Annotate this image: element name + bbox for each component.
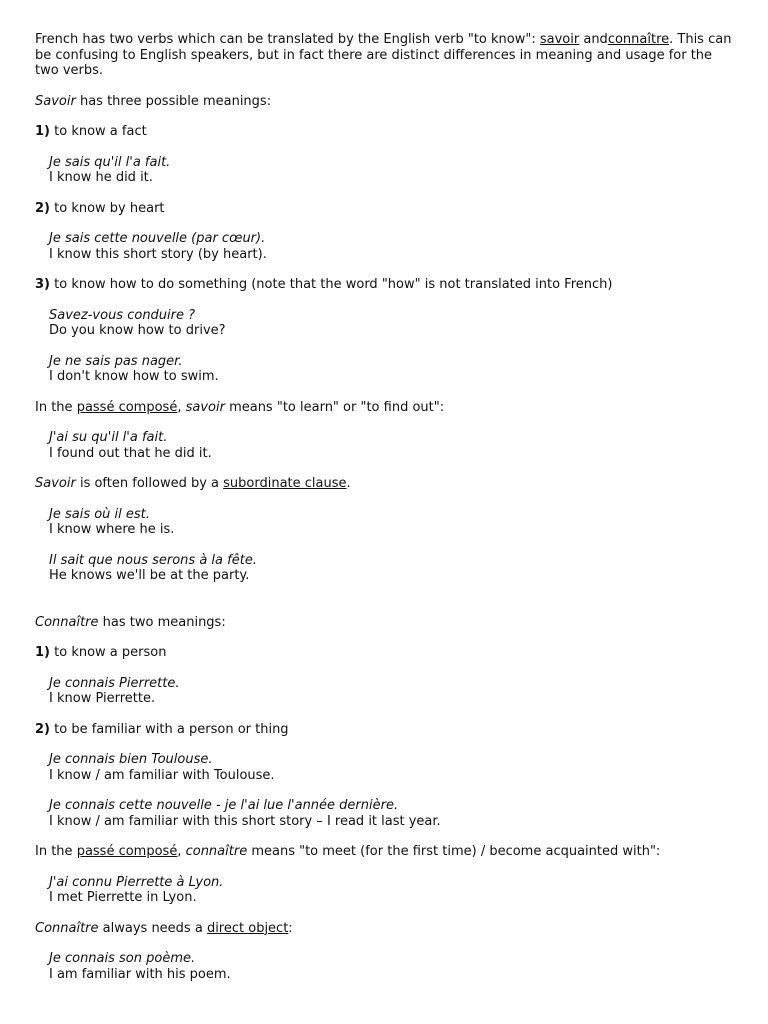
meaning-text: to know a fact: [50, 124, 147, 139]
example-english: I don't know how to swim.: [49, 369, 219, 384]
do-text-b: :: [288, 920, 293, 936]
savoir-heading-verb: Savoir: [35, 93, 76, 109]
example-french-text: Je sais qu'il l'a fait.: [49, 154, 171, 170]
connaitre-passe-compose: [35, 844, 735, 860]
do-text-a: always needs a: [98, 920, 207, 936]
intro-text-and: and: [579, 32, 608, 47]
sub-text-b: .: [346, 476, 351, 491]
connaitre-heading-rest: has two meanings:: [98, 614, 226, 630]
example-french-text: Je sais cette nouvelle (par cœur).: [49, 231, 266, 246]
intro-paragraph: [35, 32, 735, 79]
do-verb: Connaître: [35, 920, 99, 936]
savoir-meaning-1: [35, 124, 735, 140]
example-english: I found out that he did it.: [49, 445, 212, 461]
intro-text-b: . This can be confusing to English speakers, but in fact there are distinct differences in meaning and usage for the two verbs.: [35, 32, 732, 78]
example-english: Do you know how to drive?: [49, 323, 226, 338]
example-french: [35, 507, 735, 523]
connaitre-heading: [35, 615, 735, 631]
example-french: [35, 676, 735, 692]
meaning-text: to know how to do something (note that the word "how" is not translated into French): [50, 277, 613, 292]
savoir-meaning-2: [35, 201, 735, 217]
pc-text-a: In the: [35, 844, 77, 859]
savoir-heading-rest: has three possible meanings:: [75, 93, 272, 109]
sub-verb: Savoir: [35, 476, 76, 491]
example-english: I know he did it.: [49, 170, 153, 185]
savoir-subordinate: [35, 476, 735, 492]
example-french-text: J'ai su qu'il l'a fait.: [49, 430, 168, 445]
example-french: [35, 553, 735, 569]
example-french: [35, 308, 735, 324]
example-french-text: Je sais où il est.: [49, 506, 150, 522]
example-french: [35, 875, 735, 891]
connaitre-meaning-2: [35, 722, 735, 738]
pc-text-b: ,: [177, 399, 186, 415]
example-english: He knows we'll be at the party.: [49, 568, 250, 583]
document-page: [35, 32, 735, 982]
example-french-text: Je connais cette nouvelle - je l'ai lue l'année dernière.: [49, 798, 399, 813]
connaitre-heading-verb: Connaître: [35, 614, 99, 630]
meaning-text: to be familiar with a person or thing: [50, 721, 289, 737]
example-french-text: J'ai connu Pierrette à Lyon.: [49, 874, 224, 890]
pc-verb: connaître: [185, 844, 248, 859]
subordinate-clause-link[interactable]: subordinate clause: [223, 476, 347, 491]
example-english: I am familiar with his poem.: [49, 966, 231, 982]
example-english: I met Pierrette in Lyon.: [49, 890, 197, 905]
pc-text-c: means "to meet (for the first time) / become acquainted with":: [247, 844, 661, 859]
example-french: [35, 354, 735, 370]
direct-object-link[interactable]: direct object: [206, 920, 289, 936]
example-english: I know / am familiar with this short story – I read it last year.: [49, 813, 441, 829]
meaning-text: to know by heart: [50, 200, 165, 216]
example-english: I know where he is.: [49, 522, 175, 537]
sub-text-a: is often followed by a: [75, 476, 224, 491]
example-french: [35, 752, 735, 768]
example-french: [35, 430, 735, 446]
pc-text-c: means "to learn" or "to find out":: [224, 399, 445, 415]
connaitre-meaning-1: [35, 645, 735, 661]
meaning-number: 1): [35, 645, 50, 660]
meaning-number: 1): [35, 124, 50, 139]
savoir-passe-compose: [35, 400, 735, 416]
example-french-text: Je ne sais pas nager.: [49, 353, 183, 369]
example-french: [35, 951, 735, 967]
passe-compose-link[interactable]: passé composé: [76, 399, 178, 415]
meaning-number: 2): [35, 200, 50, 216]
example-french-text: Je connais bien Toulouse.: [49, 752, 213, 767]
savoir-heading: [35, 94, 735, 110]
pc-text-b: ,: [177, 844, 186, 859]
passe-compose-link[interactable]: passé composé: [76, 844, 178, 859]
savoir-link[interactable]: savoir: [539, 32, 580, 47]
example-french-text: Il sait que nous serons à la fête.: [49, 552, 257, 568]
pc-verb: savoir: [185, 399, 225, 415]
example-french-text: Je connais son poème.: [49, 951, 196, 966]
example-french-text: Je connais Pierrette.: [49, 675, 180, 691]
pc-text-a: In the: [35, 399, 77, 415]
meaning-text: to know a person: [50, 645, 167, 660]
connaitre-direct-object: [35, 921, 735, 937]
example-french: [35, 798, 735, 814]
savoir-meaning-3: [35, 277, 735, 293]
example-english: I know Pierrette.: [49, 691, 156, 706]
example-french-text: Savez-vous conduire ?: [49, 307, 196, 323]
meaning-number: 2): [35, 721, 50, 737]
example-french: [35, 231, 735, 247]
intro-text-a: French has two verbs which can be translated by the English verb "to know":: [35, 32, 540, 47]
example-english: I know this short story (by heart).: [49, 246, 267, 262]
meaning-number: 3): [35, 277, 50, 292]
example-english: I know / am familiar with Toulouse.: [49, 767, 275, 783]
example-french: [35, 155, 735, 171]
connaitre-link[interactable]: connaître: [607, 32, 670, 47]
